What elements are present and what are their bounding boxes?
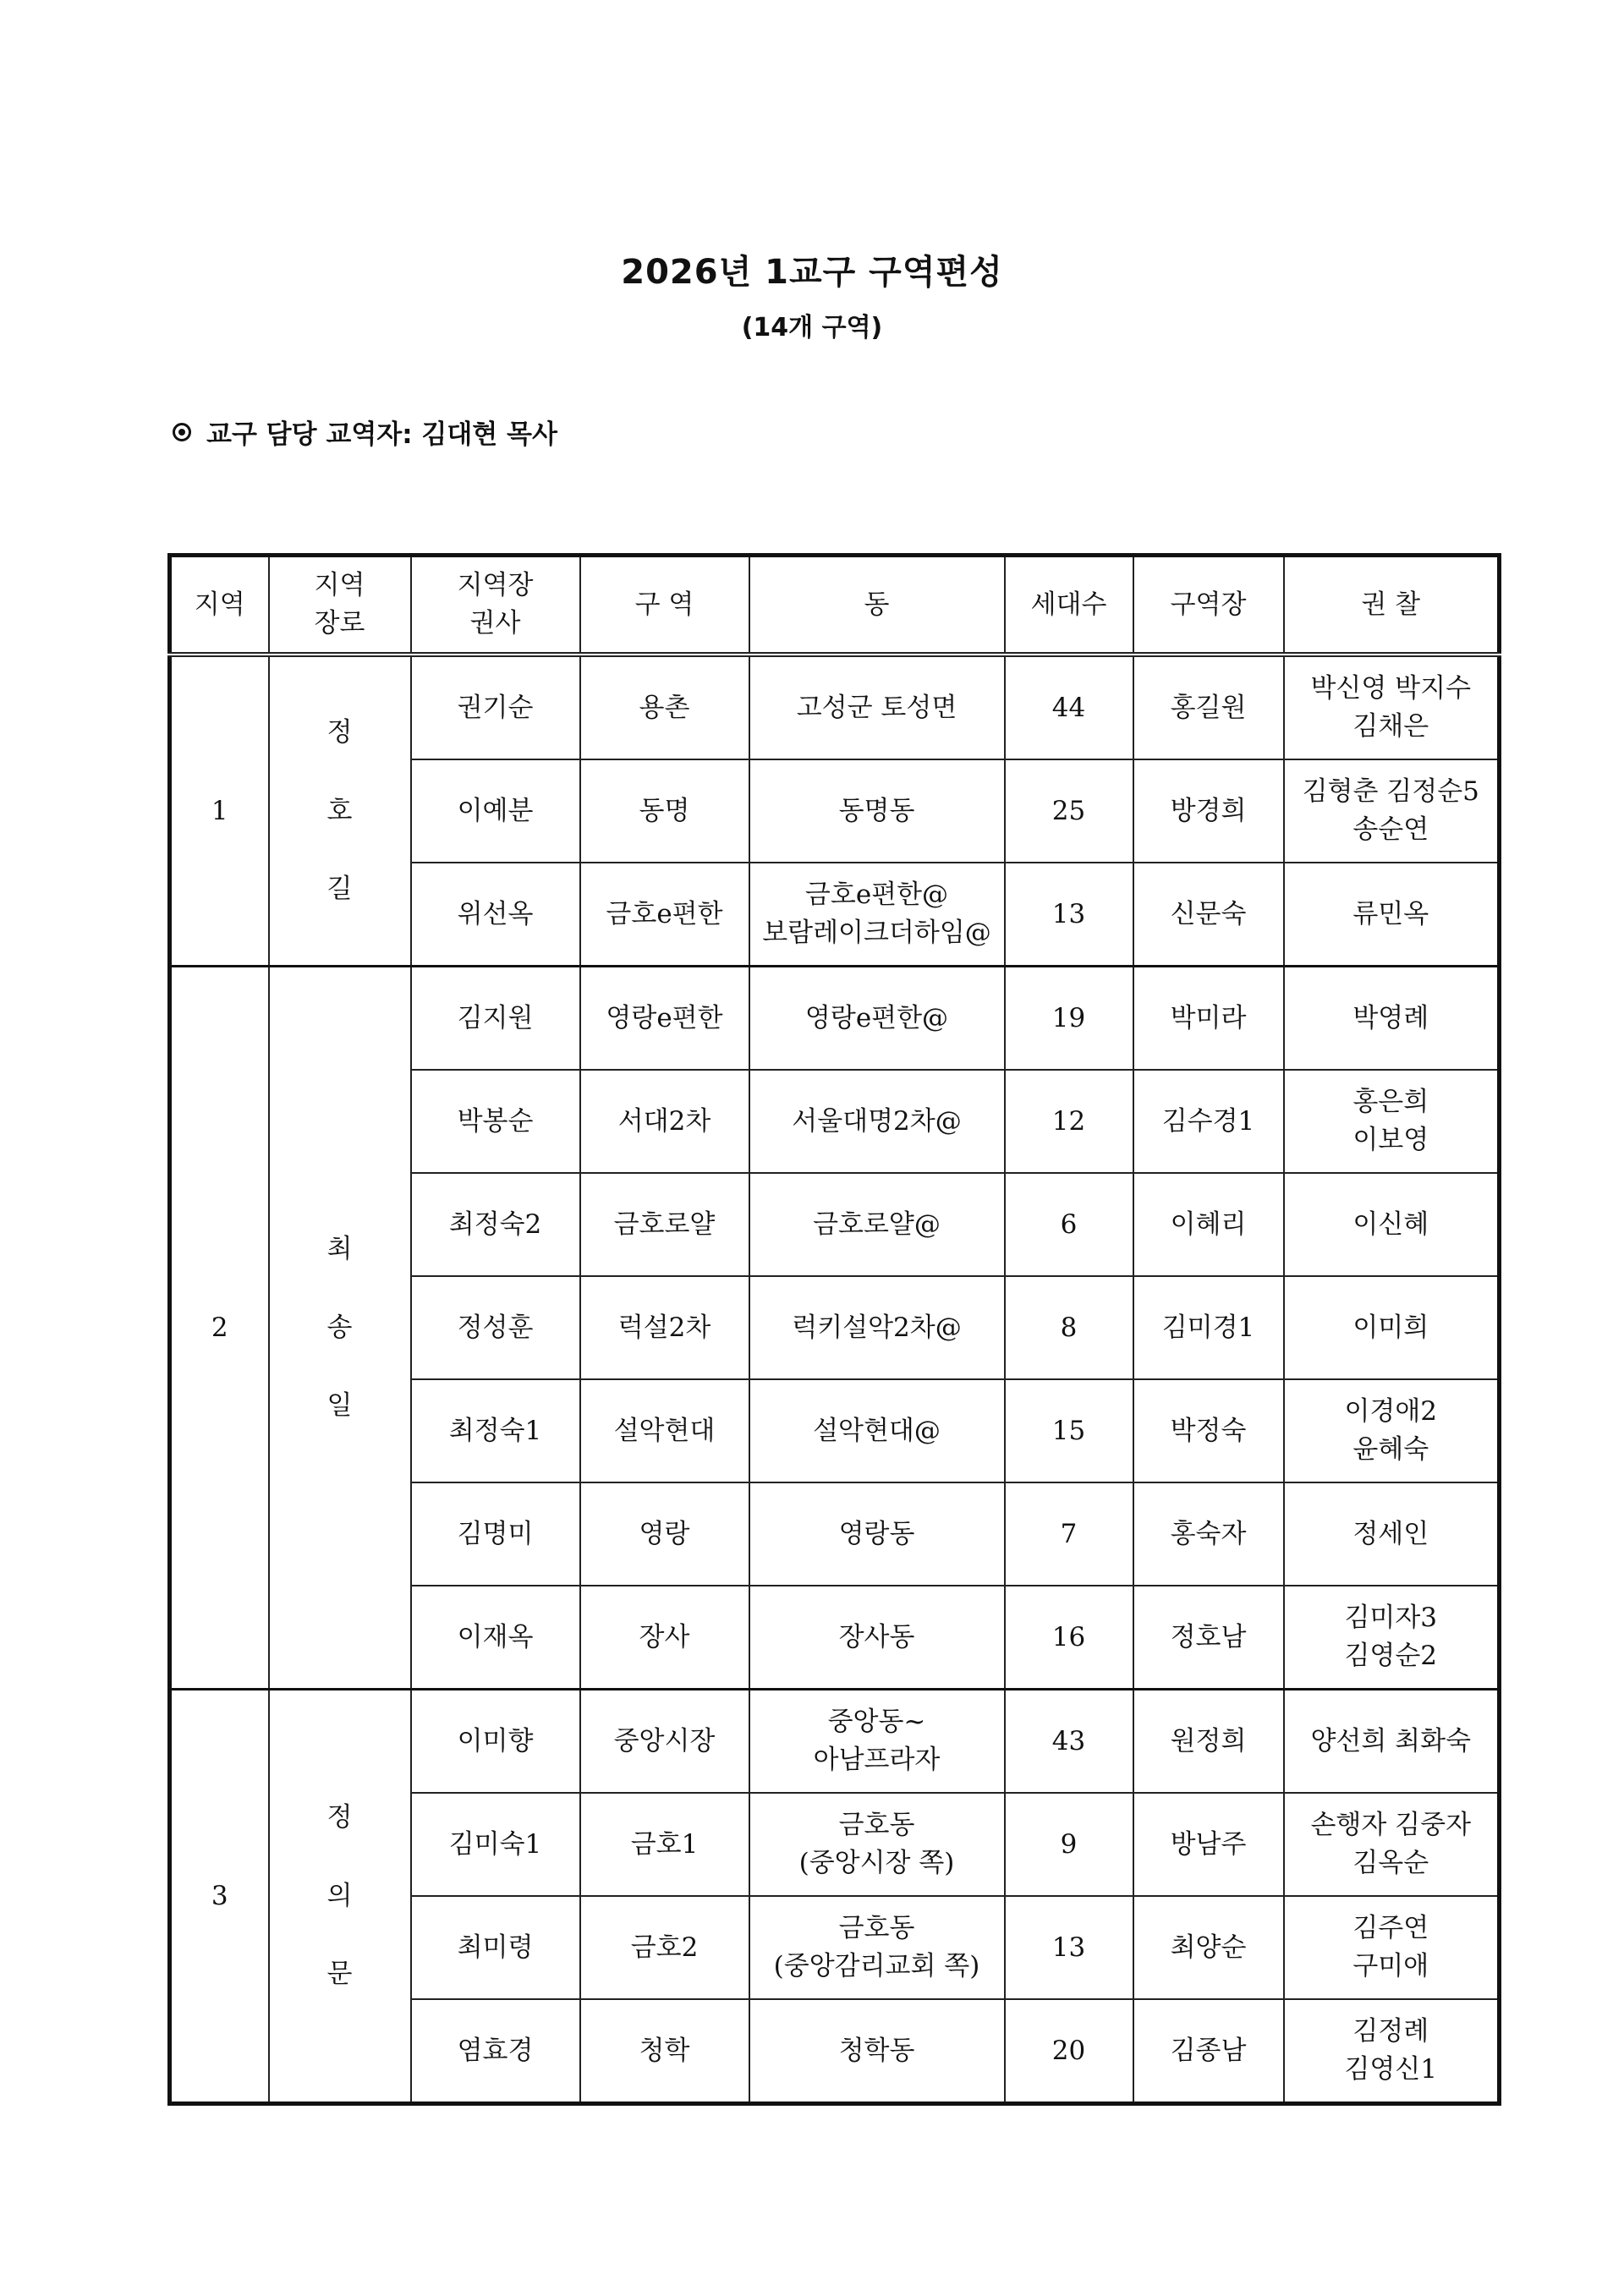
header-elder: 지역 장로 <box>269 556 411 655</box>
cell-region-number: 3 <box>170 1690 269 2104</box>
cell-district-head: 홍숙자 <box>1133 1482 1284 1586</box>
cell-dong <box>749 1276 1005 1379</box>
cell-district: 금호로얄 <box>580 1173 749 1276</box>
cell-dong <box>749 1070 1005 1173</box>
cell-chal <box>1284 1276 1500 1379</box>
cell-leader: 최정숙1 <box>411 1379 580 1482</box>
cell-dong-line: 럭키설악2차@ <box>792 1312 962 1343</box>
cell-chal-line: 이신혜 <box>1352 1208 1429 1240</box>
cell-district-head: 박정숙 <box>1133 1379 1284 1482</box>
cell-leader: 김미숙1 <box>411 1793 580 1896</box>
cell-chal <box>1284 759 1500 863</box>
cell-chal-line: 김미자3 <box>1344 1603 1438 1634</box>
cell-chal-line: 김채은 <box>1352 711 1429 742</box>
elder-name-char: 호 <box>326 795 353 826</box>
cell-households: 15 <box>1005 1379 1133 1482</box>
cell-district: 장사 <box>580 1586 749 1690</box>
cell-leader: 김지원 <box>411 967 580 1071</box>
cell-dong-line: 청학동 <box>838 2035 915 2066</box>
cell-district-head: 최양순 <box>1133 1896 1284 1999</box>
elder-name-char: 일 <box>326 1390 353 1422</box>
table-row <box>170 967 1500 1071</box>
cell-district: 용촌 <box>580 655 749 759</box>
page-subtitle: (14개 구역) <box>741 313 883 342</box>
cell-leader: 위선옥 <box>411 863 580 967</box>
header-district: 구 역 <box>580 556 749 655</box>
cell-households: 12 <box>1005 1070 1133 1173</box>
cell-chal-line: 홍은희 <box>1352 1087 1429 1118</box>
cell-chal-line: 윤혜숙 <box>1352 1434 1429 1465</box>
header-row <box>170 556 1500 655</box>
cell-leader: 정성훈 <box>411 1276 580 1379</box>
cell-chal-line: 양선희 최화숙 <box>1310 1725 1472 1756</box>
cell-leader: 이재옥 <box>411 1586 580 1690</box>
cell-chal-line: 김정례 <box>1352 2016 1429 2047</box>
cell-dong-line: 설악현대@ <box>813 1415 941 1446</box>
cell-dong <box>749 1379 1005 1482</box>
cell-leader: 박봉순 <box>411 1070 580 1173</box>
cell-district: 금호2 <box>580 1896 749 1999</box>
cell-dong-line: 서울대명2차@ <box>792 1105 962 1137</box>
cell-chal-line: 김옥순 <box>1352 1848 1429 1878</box>
cell-leader: 김명미 <box>411 1482 580 1586</box>
cell-chal <box>1284 1586 1500 1690</box>
cell-district: 서대2차 <box>580 1070 749 1173</box>
elder-name-char: 의 <box>326 1880 353 1911</box>
cell-chal-line: 김영순2 <box>1344 1641 1438 1671</box>
cell-dong-line: 고성군 토성면 <box>796 692 957 723</box>
header-district-head: 구역장 <box>1133 556 1284 655</box>
cell-chal <box>1284 1173 1500 1276</box>
elder-name-char: 문 <box>326 1959 353 1990</box>
cell-chal-line: 류민옥 <box>1352 898 1429 929</box>
cell-leader: 염효경 <box>411 1999 580 2104</box>
cell-chal-line: 이보영 <box>1352 1125 1429 1155</box>
cell-region-number: 2 <box>170 967 269 1690</box>
cell-district-head: 원정희 <box>1133 1690 1284 1794</box>
cell-households: 13 <box>1005 863 1133 967</box>
cell-chal-line: 정세인 <box>1352 1518 1429 1549</box>
cell-district-head: 김수경1 <box>1133 1070 1284 1173</box>
elder-name-char: 정 <box>326 716 353 748</box>
elder-name-char: 정 <box>326 1801 353 1833</box>
pastor-line <box>173 413 557 451</box>
cell-households: 9 <box>1005 1793 1133 1896</box>
cell-leader: 권기순 <box>411 655 580 759</box>
cell-chal <box>1284 967 1500 1071</box>
cell-dong <box>749 1586 1005 1690</box>
cell-region-elder <box>269 967 411 1690</box>
cell-dong-line: 영랑동 <box>838 1518 915 1549</box>
cell-dong-line: 금호동 <box>838 1810 915 1841</box>
cell-district-head: 김종남 <box>1133 1999 1284 2104</box>
cell-district-head: 박미라 <box>1133 967 1284 1071</box>
cell-leader: 이미향 <box>411 1690 580 1794</box>
cell-district: 청학 <box>580 1999 749 2104</box>
cell-chal <box>1284 1379 1500 1482</box>
page-title: 2026년 1교구 구역편성 <box>621 253 1003 292</box>
cell-dong-line: 보람레이크더하임@ <box>762 918 991 948</box>
header-leader: 지역장 권사 <box>411 556 580 655</box>
cell-dong-line: 금호로얄@ <box>813 1208 941 1240</box>
cell-households: 8 <box>1005 1276 1133 1379</box>
cell-chal-line: 박신영 박지수 <box>1310 673 1472 704</box>
cell-households: 25 <box>1005 759 1133 863</box>
cell-dong-line: 장사동 <box>838 1621 915 1652</box>
elder-name-char: 송 <box>326 1312 353 1343</box>
cell-chal-line: 송순연 <box>1352 814 1429 845</box>
cell-chal <box>1284 1793 1500 1896</box>
pastor-text: 교구 담당 교역자: 김대현 목사 <box>206 419 557 450</box>
cell-chal-line: 이미희 <box>1352 1312 1429 1343</box>
header-region: 지역 <box>170 556 269 655</box>
cell-dong-line: 금호동 <box>838 1913 915 1944</box>
cell-dong <box>749 863 1005 967</box>
table-body <box>170 655 1500 2104</box>
cell-chal-line: 김영신1 <box>1344 2054 1438 2085</box>
cell-chal <box>1284 1690 1500 1794</box>
cell-region-elder <box>269 655 411 967</box>
cell-dong <box>749 759 1005 863</box>
cell-households: 13 <box>1005 1896 1133 1999</box>
cell-chal <box>1284 1482 1500 1586</box>
cell-chal-line: 구미애 <box>1352 1951 1429 1981</box>
cell-chal <box>1284 1070 1500 1173</box>
cell-dong <box>749 1793 1005 1896</box>
cell-households: 6 <box>1005 1173 1133 1276</box>
cell-chal <box>1284 1999 1500 2104</box>
cell-chal-line: 이경애2 <box>1344 1396 1438 1427</box>
header-households: 세대수 <box>1005 556 1133 655</box>
cell-dong <box>749 967 1005 1071</box>
cell-region-number: 1 <box>170 655 269 967</box>
cell-dong-line: (중앙감리교회 쪽) <box>773 1951 980 1981</box>
cell-households: 19 <box>1005 967 1133 1071</box>
cell-district-head: 홍길원 <box>1133 655 1284 759</box>
header-chal: 권 찰 <box>1284 556 1500 655</box>
cell-chal-line: 김주연 <box>1352 1913 1429 1944</box>
cell-households: 44 <box>1005 655 1133 759</box>
cell-chal <box>1284 863 1500 967</box>
cell-dong-line: (중앙시장 쪽) <box>798 1848 955 1878</box>
cell-district-head: 김미경1 <box>1133 1276 1284 1379</box>
cell-district: 금호e편한 <box>580 863 749 967</box>
cell-households: 16 <box>1005 1586 1133 1690</box>
cell-dong <box>749 1896 1005 1999</box>
elder-name-char: 길 <box>326 874 353 905</box>
circle-bullet-icon <box>173 423 191 441</box>
cell-district-head: 이혜리 <box>1133 1173 1284 1276</box>
header-dong: 동 <box>749 556 1005 655</box>
cell-dong-line: 금호e편한@ <box>804 879 949 911</box>
cell-leader: 최미령 <box>411 1896 580 1999</box>
cell-households: 20 <box>1005 1999 1133 2104</box>
cell-district-head: 방남주 <box>1133 1793 1284 1896</box>
cell-dong-line: 동명동 <box>838 795 915 826</box>
cell-chal-line: 박영례 <box>1352 1002 1429 1033</box>
table-row <box>170 1690 1500 1794</box>
cell-district-head: 정호남 <box>1133 1586 1284 1690</box>
district-table <box>167 553 1501 2106</box>
table-row <box>170 655 1500 759</box>
cell-chal <box>1284 1896 1500 1999</box>
cell-district-head: 방경희 <box>1133 759 1284 863</box>
cell-district: 동명 <box>580 759 749 863</box>
cell-region-elder <box>269 1690 411 2104</box>
cell-dong <box>749 1690 1005 1794</box>
cell-leader: 이예분 <box>411 759 580 863</box>
cell-district: 럭설2차 <box>580 1276 749 1379</box>
cell-district: 영랑e편한 <box>580 967 749 1071</box>
cell-dong-line: 중앙동~ <box>827 1707 926 1738</box>
cell-households: 7 <box>1005 1482 1133 1586</box>
cell-district-head: 신문숙 <box>1133 863 1284 967</box>
cell-dong <box>749 1482 1005 1586</box>
cell-dong <box>749 1999 1005 2104</box>
cell-dong <box>749 655 1005 759</box>
cell-dong <box>749 1173 1005 1276</box>
cell-leader: 최정숙2 <box>411 1173 580 1276</box>
cell-district: 중앙시장 <box>580 1690 749 1794</box>
elder-name-char: 최 <box>326 1233 353 1264</box>
cell-households: 43 <box>1005 1690 1133 1794</box>
cell-dong-line: 아남프라자 <box>813 1745 941 1775</box>
cell-district: 금호1 <box>580 1793 749 1896</box>
cell-district: 설악현대 <box>580 1379 749 1482</box>
cell-dong-line: 영랑e편한@ <box>804 1002 949 1033</box>
cell-chal-line: 김형춘 김정순5 <box>1302 776 1479 808</box>
cell-chal-line: 손행자 김중자 <box>1310 1810 1472 1841</box>
cell-district: 영랑 <box>580 1482 749 1586</box>
cell-chal <box>1284 655 1500 759</box>
